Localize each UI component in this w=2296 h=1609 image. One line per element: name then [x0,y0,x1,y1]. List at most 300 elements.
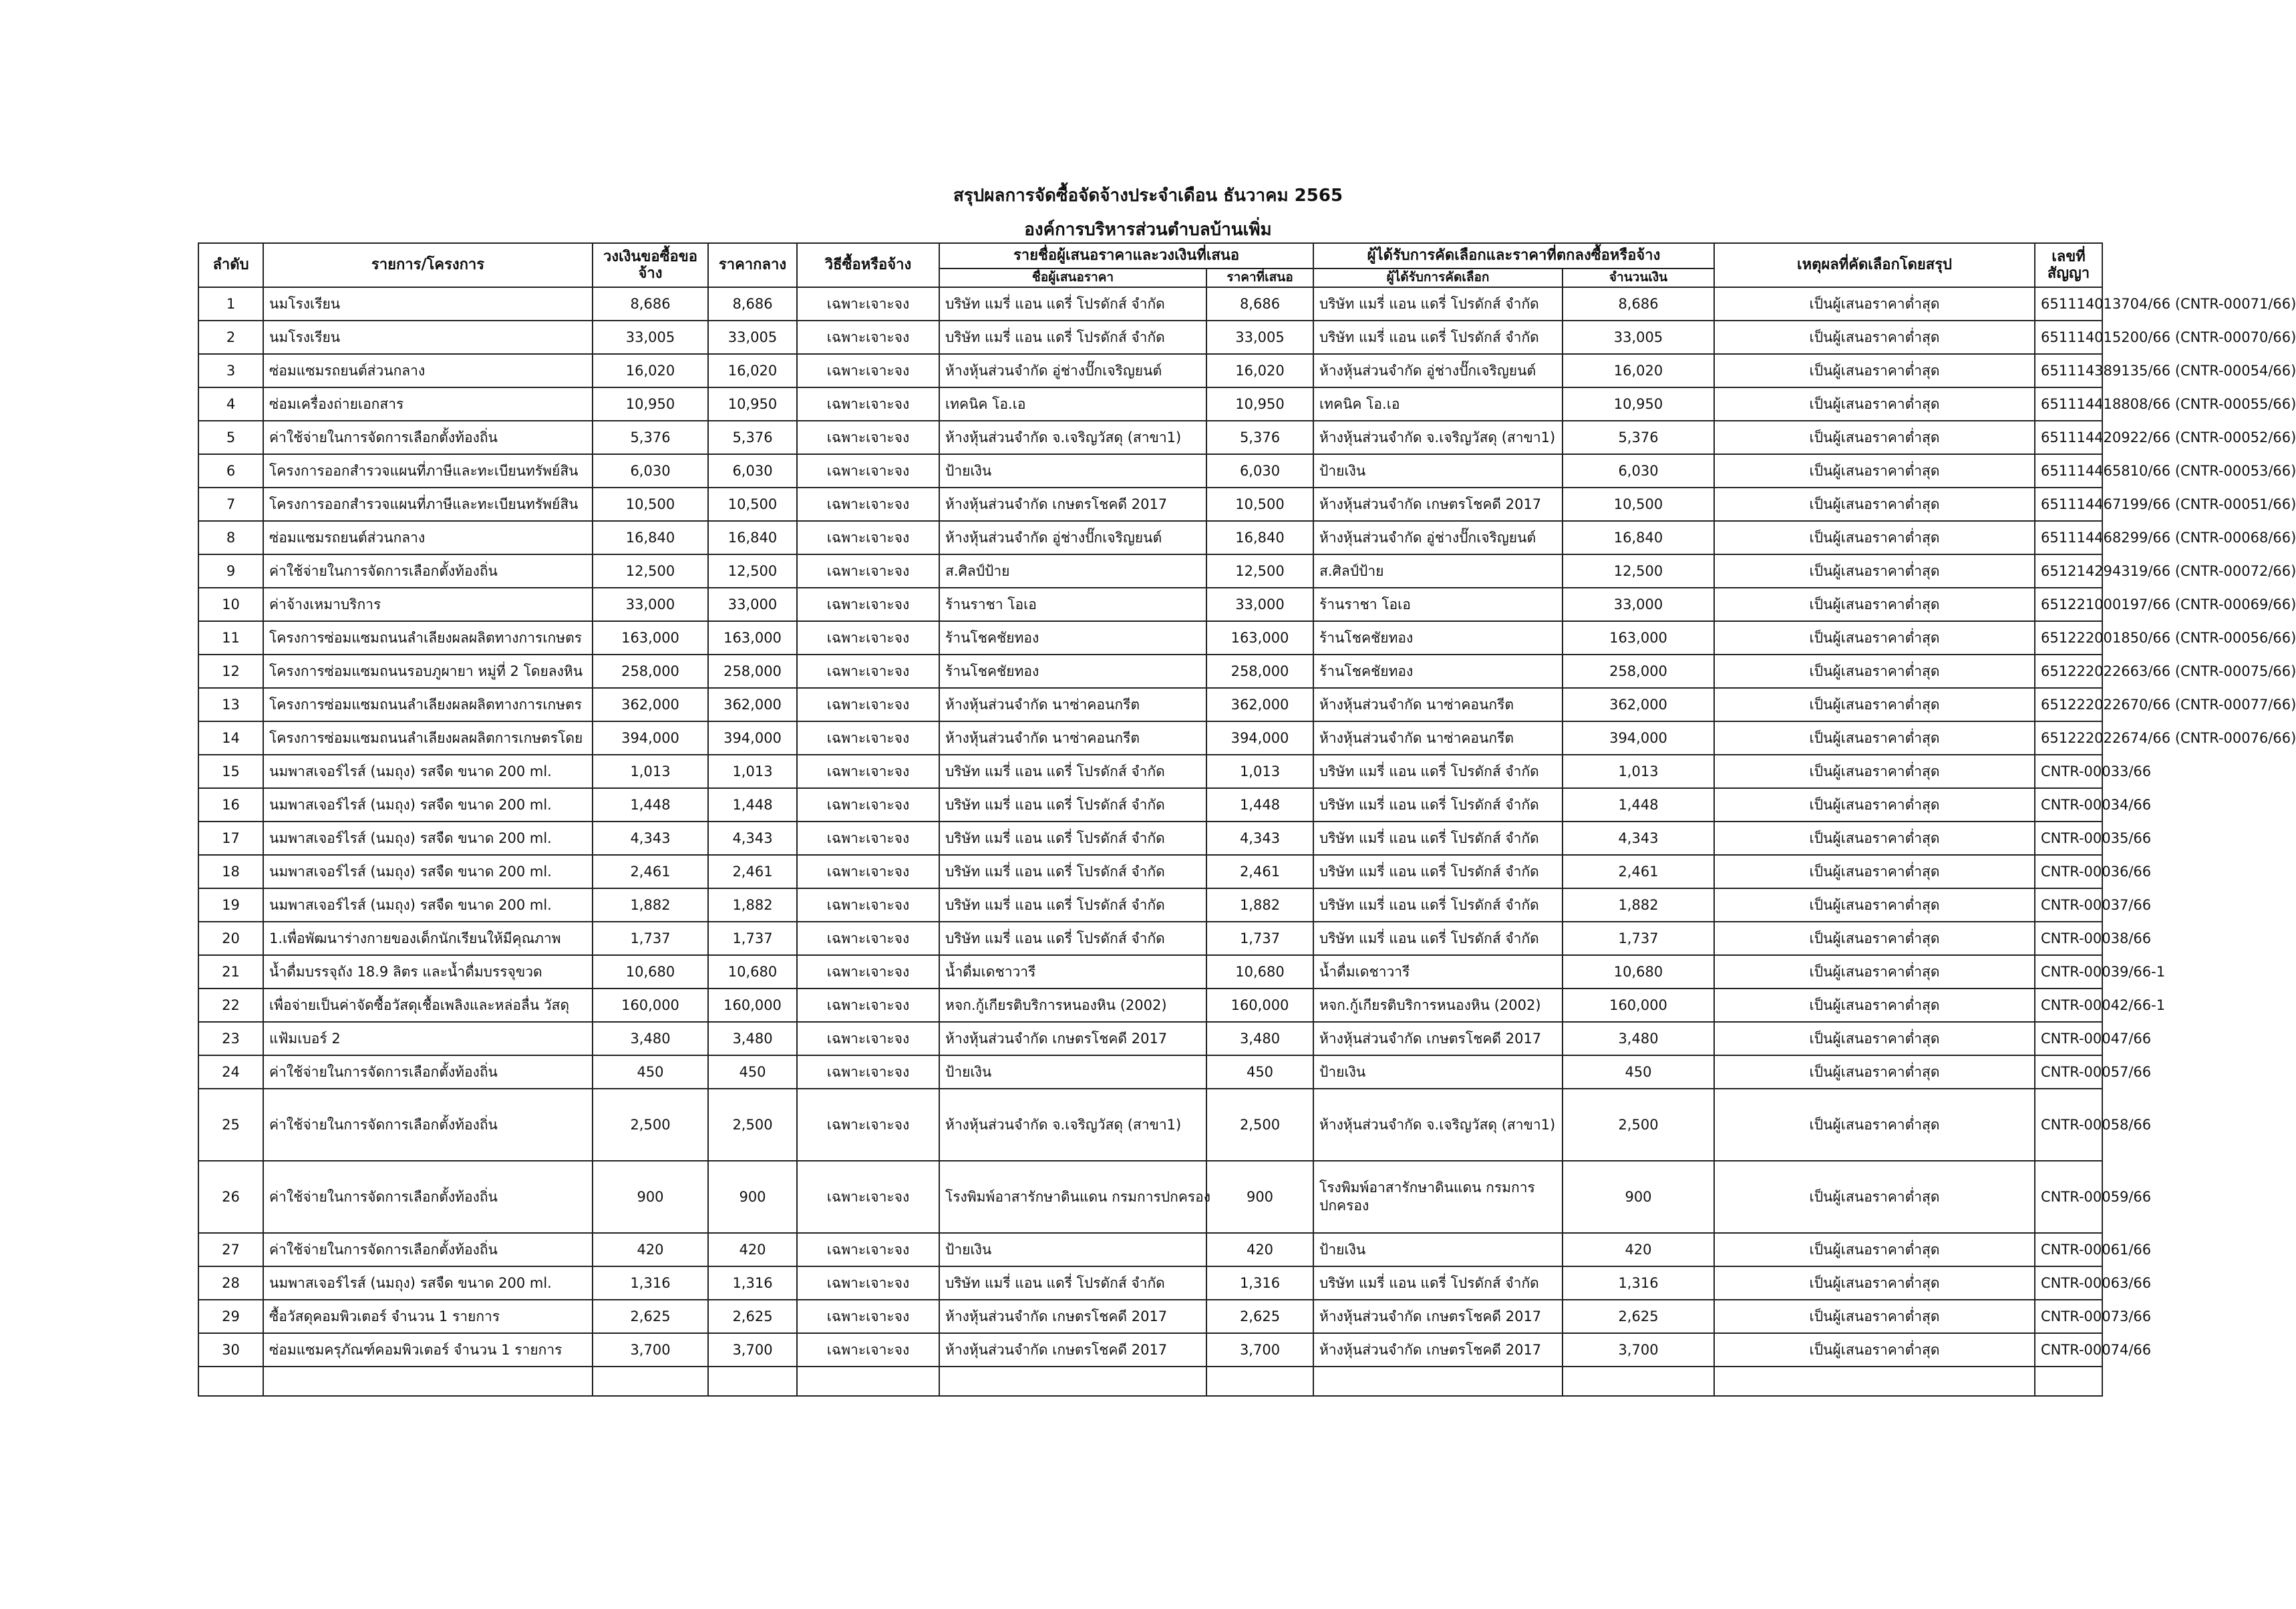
cell-amount: 1,448 [1563,788,1714,822]
cell-contract: CNTR-00063/66 [2035,1266,2102,1300]
table-row [198,1233,2102,1266]
cell-budget: 16,840 [593,521,708,554]
cell-bid-price: 33,005 [1206,321,1313,354]
cell-amount: 160,000 [1563,989,1714,1022]
table-row [198,1333,2102,1367]
cell-no: 19 [198,888,263,922]
cell-budget: 394,000 [593,721,708,755]
cell-bid-price: 163,000 [1206,621,1313,655]
cell-amount: 1,737 [1563,922,1714,955]
cell-reason: เป็นผู้เสนอราคาต่ำสุด [1714,521,2035,554]
cell-no: 7 [198,488,263,521]
header-bidder-name: ชื่อผู้เสนอราคา [939,269,1206,287]
cell-bid-price: 1,737 [1206,922,1313,955]
header-bid-price: ราคาที่เสนอ [1206,269,1313,287]
cell-winner: บริษัท แมรี่ แอน แดรี่ โปรดักส์ จำกัด [1313,922,1563,955]
cell-contract: 651114389135/66 (CNTR-00054/66) [2035,354,2102,387]
cell-reason: เป็นผู้เสนอราคาต่ำสุด [1714,1055,2035,1089]
empty-cell [708,1367,797,1396]
cell-median-price: 10,680 [708,955,797,989]
cell-no: 6 [198,454,263,488]
cell-reason: เป็นผู้เสนอราคาต่ำสุด [1714,721,2035,755]
cell-no: 20 [198,922,263,955]
empty-cell [1563,1367,1714,1396]
cell-no: 1 [198,287,263,321]
header-no: ลำดับ [198,243,263,287]
empty-cell [797,1367,939,1396]
cell-method: เฉพาะเจาะจง [797,822,939,855]
cell-no: 28 [198,1266,263,1300]
cell-bidder: บริษัท แมรี่ แอน แดรี่ โปรดักส์ จำกัด [939,922,1206,955]
cell-amount: 16,020 [1563,354,1714,387]
cell-amount: 4,343 [1563,822,1714,855]
table-body [198,287,2296,1396]
cell-bid-price: 2,625 [1206,1300,1313,1333]
cell-median-price: 33,005 [708,321,797,354]
document-title: สรุปผลการจัดซื้อจัดจ้างประจำเดือน ธันวาคม 2565 [953,186,1343,206]
cell-bid-price: 1,882 [1206,888,1313,922]
cell-budget: 362,000 [593,688,708,721]
cell-no: 13 [198,688,263,721]
empty-cell [263,1367,593,1396]
cell-winner: บริษัท แมรี่ แอน แดรี่ โปรดักส์ จำกัด [1313,287,1563,321]
cell-item: นมพาสเจอร์ไรส์ (นมถุง) รสจืด ขนาด 200 ml. [263,822,593,855]
table-row [198,321,2102,354]
cell-item: ค่าใช้จ่ายในการจัดการเลือกตั้งท้องถิ่น [263,1055,593,1089]
header-amount: จำนวนเงิน [1563,269,1714,287]
cell-budget: 2,461 [593,855,708,888]
empty-cell [198,1367,263,1396]
cell-item: นมพาสเจอร์ไรส์ (นมถุง) รสจืด ขนาด 200 ml. [263,855,593,888]
table-row [198,1161,2102,1233]
cell-contract: CNTR-00035/66 [2035,822,2102,855]
table-row [198,621,2102,655]
cell-method: เฉพาะเจาะจง [797,554,939,588]
cell-amount: 12,500 [1563,554,1714,588]
table-row [198,955,2102,989]
cell-reason: เป็นผู้เสนอราคาต่ำสุด [1714,387,2035,421]
cell-method: เฉพาะเจาะจง [797,1233,939,1266]
cell-winner: ห้างหุ้นส่วนจำกัด จ.เจริญวัสดุ (สาขา1) [1313,1089,1563,1161]
table-row [198,688,2102,721]
cell-bidder: บริษัท แมรี่ แอน แดรี่ โปรดักส์ จำกัด [939,755,1206,788]
cell-no: 16 [198,788,263,822]
empty-cell [1714,1367,2035,1396]
cell-contract: CNTR-00061/66 [2035,1233,2102,1266]
cell-item: น้ำดื่มบรรจุถัง 18.9 ลิตร และน้ำดื่มบรรจุขวด [263,955,593,989]
cell-amount: 10,680 [1563,955,1714,989]
cell-no: 23 [198,1022,263,1055]
cell-contract: 651114468299/66 (CNTR-00068/66) [2035,521,2102,554]
cell-method: เฉพาะเจาะจง [797,855,939,888]
cell-bidder: ห้างหุ้นส่วนจำกัด อู่ช่างปั๊กเจริญยนต์ [939,521,1206,554]
cell-amount: 2,625 [1563,1300,1714,1333]
cell-median-price: 258,000 [708,655,797,688]
cell-median-price: 3,480 [708,1022,797,1055]
cell-bid-price: 10,500 [1206,488,1313,521]
cell-median-price: 1,013 [708,755,797,788]
cell-bidder: ร้านโชคชัยทอง [939,655,1206,688]
cell-reason: เป็นผู้เสนอราคาต่ำสุด [1714,888,2035,922]
cell-method: เฉพาะเจาะจง [797,1022,939,1055]
cell-bidder: โรงพิมพ์อาสารักษาดินแดน กรมการปกครอง [939,1161,1206,1233]
cell-bid-price: 420 [1206,1233,1313,1266]
cell-bidder: บริษัท แมรี่ แอน แดรี่ โปรดักส์ จำกัด [939,287,1206,321]
cell-budget: 258,000 [593,655,708,688]
cell-bidder: ร้านราชา โอเอ [939,588,1206,621]
cell-bid-price: 10,680 [1206,955,1313,989]
cell-budget: 3,700 [593,1333,708,1367]
cell-method: เฉพาะเจาะจง [797,588,939,621]
cell-median-price: 8,686 [708,287,797,321]
header-item: รายการ/โครงการ [263,243,593,287]
cell-contract: CNTR-00039/66-1 [2035,955,2102,989]
cell-method: เฉพาะเจาะจง [797,521,939,554]
cell-median-price: 1,316 [708,1266,797,1300]
cell-no: 12 [198,655,263,688]
cell-no: 24 [198,1055,263,1089]
cell-winner: ร้านโชคชัยทอง [1313,655,1563,688]
empty-cell [593,1367,708,1396]
cell-item: แฟ้มเบอร์ 2 [263,1022,593,1055]
cell-bid-price: 10,950 [1206,387,1313,421]
cell-contract: CNTR-00058/66 [2035,1089,2102,1161]
cell-reason: เป็นผู้เสนอราคาต่ำสุด [1714,621,2035,655]
cell-budget: 33,000 [593,588,708,621]
cell-bid-price: 1,448 [1206,788,1313,822]
cell-reason: เป็นผู้เสนอราคาต่ำสุด [1714,788,2035,822]
cell-bidder: ส.ศิลป์ป้าย [939,554,1206,588]
cell-bidder: ห้างหุ้นส่วนจำกัด เกษตรโชคดี 2017 [939,1333,1206,1367]
cell-reason: เป็นผู้เสนอราคาต่ำสุด [1714,354,2035,387]
cell-reason: เป็นผู้เสนอราคาต่ำสุด [1714,1300,2035,1333]
cell-winner: น้ำดื่มเดชาวารี [1313,955,1563,989]
cell-amount: 2,461 [1563,855,1714,888]
cell-winner: ห้างหุ้นส่วนจำกัด เกษตรโชคดี 2017 [1313,488,1563,521]
cell-method: เฉพาะเจาะจง [797,989,939,1022]
cell-amount: 450 [1563,1055,1714,1089]
cell-reason: เป็นผู้เสนอราคาต่ำสุด [1714,1233,2035,1266]
cell-bid-price: 6,030 [1206,454,1313,488]
cell-amount: 16,840 [1563,521,1714,554]
cell-bidder: ห้างหุ้นส่วนจำกัด นาซ่าคอนกรีต [939,721,1206,755]
cell-bid-price: 33,000 [1206,588,1313,621]
cell-contract: CNTR-00047/66 [2035,1022,2102,1055]
header-reason: เหตุผลที่คัดเลือกโดยสรุป [1714,243,2035,287]
cell-winner: บริษัท แมรี่ แอน แดรี่ โปรดักส์ จำกัด [1313,888,1563,922]
cell-budget: 1,448 [593,788,708,822]
cell-method: เฉพาะเจาะจง [797,688,939,721]
cell-bidder: ห้างหุ้นส่วนจำกัด เกษตรโชคดี 2017 [939,1300,1206,1333]
header-budget: วงเงินขอซื้อขอจ้าง [593,243,708,287]
cell-contract: 651114420922/66 (CNTR-00052/66) [2035,421,2102,454]
cell-bid-price: 3,480 [1206,1022,1313,1055]
cell-median-price: 2,461 [708,855,797,888]
cell-budget: 12,500 [593,554,708,588]
cell-winner: บริษัท แมรี่ แอน แดรี่ โปรดักส์ จำกัด [1313,1266,1563,1300]
cell-method: เฉพาะเจาะจง [797,1055,939,1089]
table-row [198,1022,2102,1055]
cell-method: เฉพาะเจาะจง [797,621,939,655]
cell-bidder: ห้างหุ้นส่วนจำกัด นาซ่าคอนกรีต [939,688,1206,721]
cell-no: 27 [198,1233,263,1266]
table-row [198,554,2102,588]
cell-amount: 8,686 [1563,287,1714,321]
cell-method: เฉพาะเจาะจง [797,421,939,454]
cell-contract: 651222022663/66 (CNTR-00075/66) [2035,655,2102,688]
cell-no: 3 [198,354,263,387]
cell-amount: 33,005 [1563,321,1714,354]
cell-budget: 10,680 [593,955,708,989]
cell-bid-price: 394,000 [1206,721,1313,755]
cell-budget: 1,316 [593,1266,708,1300]
cell-winner: ห้างหุ้นส่วนจำกัด อู่ช่างปั๊กเจริญยนต์ [1313,354,1563,387]
cell-item: 1.เพื่อพัฒนาร่างกายของเด็กนักเรียนให้มีคุณภาพ [263,922,593,955]
cell-bid-price: 3,700 [1206,1333,1313,1367]
cell-median-price: 2,500 [708,1089,797,1161]
cell-bid-price: 16,840 [1206,521,1313,554]
cell-bid-price: 362,000 [1206,688,1313,721]
cell-median-price: 3,700 [708,1333,797,1367]
cell-reason: เป็นผู้เสนอราคาต่ำสุด [1714,321,2035,354]
cell-reason: เป็นผู้เสนอราคาต่ำสุด [1714,989,2035,1022]
cell-bidder: บริษัท แมรี่ แอน แดรี่ โปรดักส์ จำกัด [939,788,1206,822]
cell-reason: เป็นผู้เสนอราคาต่ำสุด [1714,588,2035,621]
cell-budget: 420 [593,1233,708,1266]
cell-reason: เป็นผู้เสนอราคาต่ำสุด [1714,1333,2035,1367]
cell-contract: CNTR-00042/66-1 [2035,989,2102,1022]
cell-method: เฉพาะเจาะจง [797,922,939,955]
cell-amount: 900 [1563,1161,1714,1233]
cell-median-price: 1,448 [708,788,797,822]
cell-median-price: 16,840 [708,521,797,554]
cell-winner: ร้านราชา โอเอ [1313,588,1563,621]
cell-bid-price: 5,376 [1206,421,1313,454]
cell-contract: 651214294319/66 (CNTR-00072/66) [2035,554,2102,588]
cell-budget: 1,737 [593,922,708,955]
cell-winner: หจก.กู้เกียรติบริการหนองหิน (2002) [1313,989,1563,1022]
table-row [198,855,2102,888]
cell-bidder: บริษัท แมรี่ แอน แดรี่ โปรดักส์ จำกัด [939,822,1206,855]
cell-contract: 651114013704/66 (CNTR-00071/66) [2035,287,2102,321]
cell-budget: 8,686 [593,287,708,321]
cell-budget: 5,376 [593,421,708,454]
empty-cell [2035,1367,2102,1396]
cell-contract: 651221000197/66 (CNTR-00069/66) [2035,588,2102,621]
cell-bid-price: 4,343 [1206,822,1313,855]
cell-winner: ห้างหุ้นส่วนจำกัด เกษตรโชคดี 2017 [1313,1300,1563,1333]
cell-winner: บริษัท แมรี่ แอน แดรี่ โปรดักส์ จำกัด [1313,822,1563,855]
table-row [198,354,2102,387]
cell-amount: 1,316 [1563,1266,1714,1300]
cell-budget: 10,500 [593,488,708,521]
table-row [198,588,2102,621]
cell-median-price: 900 [708,1161,797,1233]
cell-budget: 3,480 [593,1022,708,1055]
cell-winner: ร้านโชคชัยทอง [1313,621,1563,655]
cell-reason: เป็นผู้เสนอราคาต่ำสุด [1714,755,2035,788]
cell-reason: เป็นผู้เสนอราคาต่ำสุด [1714,1089,2035,1161]
cell-amount: 5,376 [1563,421,1714,454]
cell-budget: 450 [593,1055,708,1089]
cell-item: ค่าใช้จ่ายในการจัดการเลือกตั้งท้องถิ่น [263,1161,593,1233]
cell-budget: 1,013 [593,755,708,788]
cell-reason: เป็นผู้เสนอราคาต่ำสุด [1714,488,2035,521]
document-subtitle: องค์การบริหารส่วนตำบลบ้านเพิ่ม [1024,220,1272,240]
cell-median-price: 33,000 [708,588,797,621]
cell-reason: เป็นผู้เสนอราคาต่ำสุด [1714,655,2035,688]
cell-item: นมพาสเจอร์ไรส์ (นมถุง) รสจืด ขนาด 200 ml. [263,1266,593,1300]
cell-winner: ห้างหุ้นส่วนจำกัด นาซ่าคอนกรีต [1313,688,1563,721]
table-row [198,421,2102,454]
cell-winner: เทคนิค โอ.เอ [1313,387,1563,421]
cell-item: นมพาสเจอร์ไรส์ (นมถุง) รสจืด ขนาด 200 ml. [263,755,593,788]
cell-bid-price: 160,000 [1206,989,1313,1022]
cell-no: 8 [198,521,263,554]
cell-item: ค่าใช้จ่ายในการจัดการเลือกตั้งท้องถิ่น [263,554,593,588]
cell-reason: เป็นผู้เสนอราคาต่ำสุด [1714,554,2035,588]
cell-amount: 1,882 [1563,888,1714,922]
cell-reason: เป็นผู้เสนอราคาต่ำสุด [1714,1161,2035,1233]
cell-item: โครงการซ่อมแซมถนนลำเลียงผลผลิตการเกษตรโดย [263,721,593,755]
cell-bidder: ห้างหุ้นส่วนจำกัด จ.เจริญวัสดุ (สาขา1) [939,421,1206,454]
cell-amount: 10,500 [1563,488,1714,521]
cell-amount: 10,950 [1563,387,1714,421]
cell-winner: บริษัท แมรี่ แอน แดรี่ โปรดักส์ จำกัด [1313,788,1563,822]
cell-item: ค่าจ้างเหมาบริการ [263,588,593,621]
cell-reason: เป็นผู้เสนอราคาต่ำสุด [1714,955,2035,989]
table-row [198,1266,2102,1300]
cell-bidder: เทคนิค โอ.เอ [939,387,1206,421]
cell-bidder: บริษัท แมรี่ แอน แดรี่ โปรดักส์ จำกัด [939,888,1206,922]
cell-budget: 163,000 [593,621,708,655]
table-row [198,655,2102,688]
cell-no: 15 [198,755,263,788]
cell-budget: 160,000 [593,989,708,1022]
table-row [198,454,2102,488]
cell-median-price: 394,000 [708,721,797,755]
cell-item: โครงการออกสำรวจแผนที่ภาษีและทะเบียนทรัพย์สิน [263,488,593,521]
cell-amount: 3,480 [1563,1022,1714,1055]
cell-bid-price: 900 [1206,1161,1313,1233]
table-row [198,989,2102,1022]
cell-method: เฉพาะเจาะจง [797,387,939,421]
cell-item: ซ่อมแซมรถยนต์ส่วนกลาง [263,354,593,387]
cell-method: เฉพาะเจาะจง [797,655,939,688]
cell-reason: เป็นผู้เสนอราคาต่ำสุด [1714,421,2035,454]
cell-median-price: 10,950 [708,387,797,421]
cell-amount: 33,000 [1563,588,1714,621]
cell-bidder: บริษัท แมรี่ แอน แดรี่ โปรดักส์ จำกัด [939,1266,1206,1300]
cell-winner: ห้างหุ้นส่วนจำกัด เกษตรโชคดี 2017 [1313,1333,1563,1367]
cell-amount: 2,500 [1563,1089,1714,1161]
header-winner-group: ผู้ได้รับการคัดเลือกและราคาที่ตกลงซื้อหรือจ้าง [1313,243,1714,269]
table-row [198,287,2102,321]
cell-winner: ห้างหุ้นส่วนจำกัด นาซ่าคอนกรีต [1313,721,1563,755]
table-row [198,1089,2102,1161]
cell-bidder: ห้างหุ้นส่วนจำกัด อู่ช่างปั๊กเจริญยนต์ [939,354,1206,387]
cell-median-price: 10,500 [708,488,797,521]
cell-no: 22 [198,989,263,1022]
table-row [198,755,2102,788]
cell-median-price: 450 [708,1055,797,1089]
cell-winner: ป้ายเงิน [1313,1055,1563,1089]
cell-contract: 651222001850/66 (CNTR-00056/66) [2035,621,2102,655]
cell-median-price: 12,500 [708,554,797,588]
cell-bidder: บริษัท แมรี่ แอน แดรี่ โปรดักส์ จำกัด [939,321,1206,354]
cell-winner: บริษัท แมรี่ แอน แดรี่ โปรดักส์ จำกัด [1313,321,1563,354]
cell-no: 4 [198,387,263,421]
cell-winner: บริษัท แมรี่ แอน แดรี่ โปรดักส์ จำกัด [1313,755,1563,788]
cell-no: 21 [198,955,263,989]
cell-no: 17 [198,822,263,855]
cell-no: 25 [198,1089,263,1161]
cell-bidder: ห้างหุ้นส่วนจำกัด เกษตรโชคดี 2017 [939,1022,1206,1055]
cell-bidder: บริษัท แมรี่ แอน แดรี่ โปรดักส์ จำกัด [939,855,1206,888]
cell-contract: 651114467199/66 (CNTR-00051/66) [2035,488,2102,521]
cell-method: เฉพาะเจาะจง [797,755,939,788]
cell-item: นมโรงเรียน [263,321,593,354]
cell-contract: CNTR-00059/66 [2035,1161,2102,1233]
cell-contract: CNTR-00074/66 [2035,1333,2102,1367]
cell-budget: 2,500 [593,1089,708,1161]
cell-winner: โรงพิมพ์อาสารักษาดินแดน กรมการปกครอง [1313,1161,1563,1233]
procurement-table [198,242,2296,1397]
cell-amount: 362,000 [1563,688,1714,721]
cell-winner: ป้ายเงิน [1313,1233,1563,1266]
cell-median-price: 2,625 [708,1300,797,1333]
cell-contract: CNTR-00036/66 [2035,855,2102,888]
table-row [198,521,2102,554]
cell-method: เฉพาะเจาะจง [797,488,939,521]
cell-reason: เป็นผู้เสนอราคาต่ำสุด [1714,688,2035,721]
cell-contract: CNTR-00033/66 [2035,755,2102,788]
cell-median-price: 16,020 [708,354,797,387]
table-row [198,922,2102,955]
cell-method: เฉพาะเจาะจง [797,1089,939,1161]
header-method: วิธีซื้อหรือจ้าง [797,243,939,287]
cell-bid-price: 12,500 [1206,554,1313,588]
cell-bidder: หจก.กู้เกียรติบริการหนองหิน (2002) [939,989,1206,1022]
empty-cell [1206,1367,1313,1396]
cell-budget: 4,343 [593,822,708,855]
cell-no: 10 [198,588,263,621]
cell-bidder: ห้างหุ้นส่วนจำกัด จ.เจริญวัสดุ (สาขา1) [939,1089,1206,1161]
cell-method: เฉพาะเจาะจง [797,354,939,387]
cell-item: ซ่อมแซมรถยนต์ส่วนกลาง [263,521,593,554]
cell-contract: 651114015200/66 (CNTR-00070/66) [2035,321,2102,354]
cell-method: เฉพาะเจาะจง [797,454,939,488]
cell-item: นมพาสเจอร์ไรส์ (นมถุง) รสจืด ขนาด 200 ml. [263,788,593,822]
cell-method: เฉพาะเจาะจง [797,788,939,822]
cell-bid-price: 258,000 [1206,655,1313,688]
cell-winner: ส.ศิลป์ป้าย [1313,554,1563,588]
cell-amount: 3,700 [1563,1333,1714,1367]
cell-item: ซ่อมเครื่องถ่ายเอกสาร [263,387,593,421]
header-winner-name: ผู้ได้รับการคัดเลือก [1313,269,1563,287]
cell-bidder: ป้ายเงิน [939,1233,1206,1266]
cell-contract: CNTR-00037/66 [2035,888,2102,922]
header-contract: เลขที่สัญญา [2035,243,2102,287]
cell-amount: 258,000 [1563,655,1714,688]
cell-item: โครงการซ่อมแซมถนนลำเลียงผลผลิตทางการเกษตร [263,688,593,721]
cell-median-price: 160,000 [708,989,797,1022]
empty-cell [1313,1367,1563,1396]
cell-contract: CNTR-00073/66 [2035,1300,2102,1333]
cell-method: เฉพาะเจาะจง [797,321,939,354]
cell-no: 29 [198,1300,263,1333]
cell-contract: 651114418808/66 (CNTR-00055/66) [2035,387,2102,421]
